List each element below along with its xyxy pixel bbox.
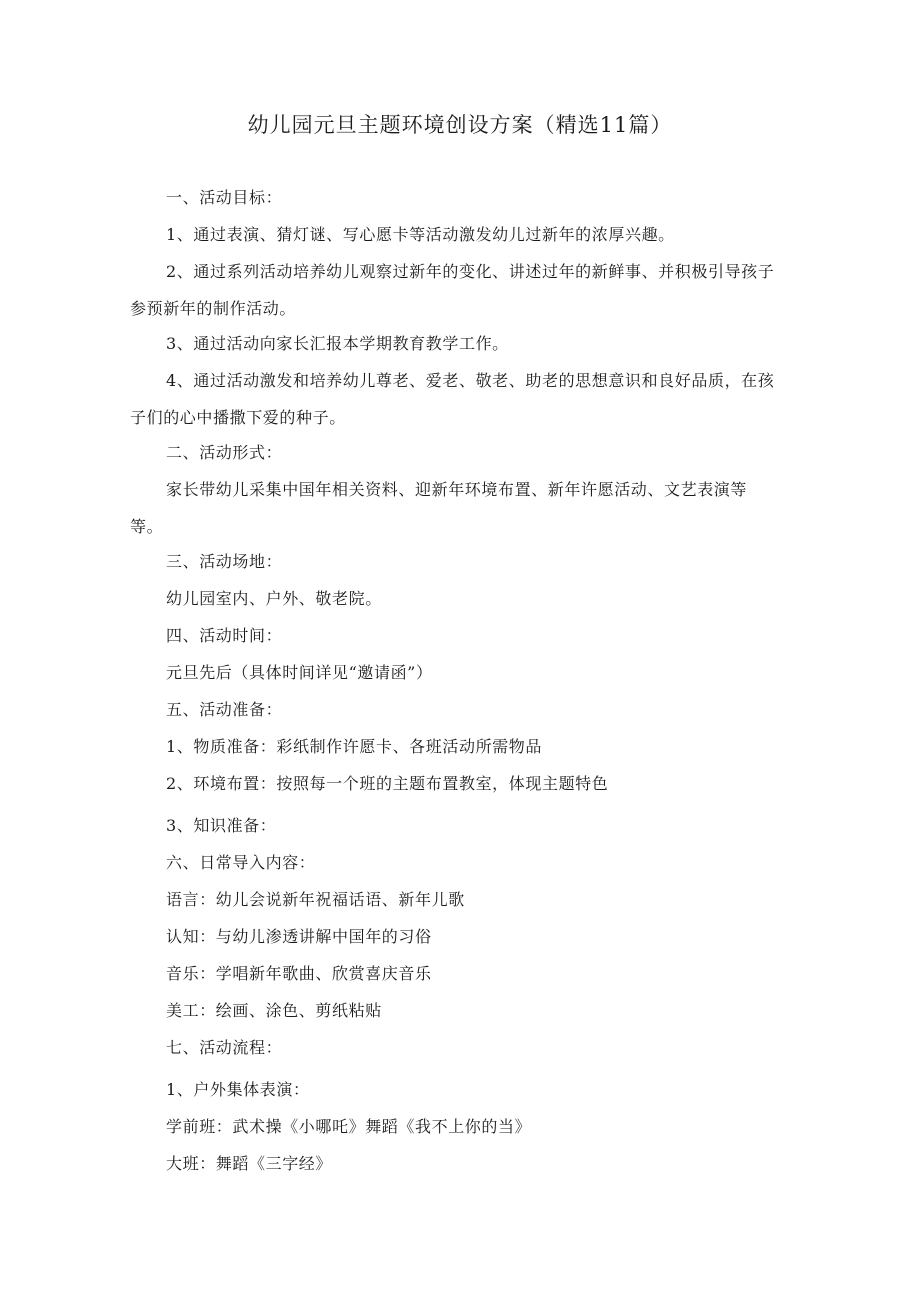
- paragraph: 大班：舞蹈《三字经》: [166, 1154, 333, 1173]
- paragraph-line: 家长带幼儿采集中国年相关资料、迎新年环境布置、新年许愿活动、文艺表演等: [166, 480, 748, 499]
- paragraph: 音乐：学唱新年歌曲、欣赏喜庆音乐: [166, 964, 432, 983]
- paragraph: 元旦先后（具体时间详见“邀请函”）: [166, 663, 433, 682]
- section-heading-preparation: 五、活动准备：: [166, 700, 283, 719]
- paragraph: 1、通过表演、猜灯谜、写心愿卡等活动激发幼儿过新年的浓厚兴趣。: [166, 225, 675, 244]
- paragraph: 1、户外集体表演：: [166, 1080, 310, 1099]
- paragraph-line: 子们的心中播撒下爱的种子。: [130, 408, 346, 427]
- section-heading-daily-content: 六、日常导入内容：: [166, 853, 316, 872]
- section-heading-form: 二、活动形式：: [166, 443, 283, 462]
- document-body: [130, 186, 788, 1189]
- section-heading-process: 七、活动流程：: [166, 1038, 283, 1057]
- paragraph: [130, 260, 788, 321]
- paragraph: 语言：幼儿会说新年祝福话语、新年儿歌: [166, 890, 465, 909]
- paragraph: 3、通过活动向家长汇报本学期教育教学工作。: [166, 334, 509, 353]
- paragraph: 2、环境布置：按照每一个班的主题布置教室，体现主题特色: [166, 774, 609, 793]
- paragraph-line: 等。: [130, 517, 164, 536]
- paragraph-line: 4、通过活动激发和培养幼儿尊老、爱老、敬老、助老的思想意识和良好品质，在孩: [166, 371, 775, 390]
- section-heading-venue: 三、活动场地：: [166, 552, 283, 571]
- paragraph-line: 参预新年的制作活动。: [130, 299, 297, 318]
- document-title: 幼儿园元旦主题环境创设方案（精选11篇）: [247, 113, 673, 137]
- paragraph: 学前班：武术操《小哪吒》舞蹈《我不上你的当》: [166, 1117, 532, 1136]
- paragraph: 美工：绘画、涂色、剪纸粘贴: [166, 1001, 382, 1020]
- section-heading-time: 四、活动时间：: [166, 626, 283, 645]
- paragraph: [130, 478, 788, 539]
- paragraph-line: 2、通过系列活动培养幼儿观察过新年的变化、讲述过年的新鲜事、并积极引导孩子: [166, 262, 775, 281]
- paragraph: [130, 369, 788, 430]
- paragraph: 幼儿园室内、户外、敬老院。: [166, 589, 382, 608]
- section-heading-goals: 一、活动目标：: [166, 188, 283, 207]
- paragraph: 1、物质准备：彩纸制作许愿卡、各班活动所需物品: [166, 737, 542, 756]
- paragraph: 认知：与幼儿渗透讲解中国年的习俗: [166, 927, 432, 946]
- paragraph: 3、知识准备：: [166, 816, 277, 835]
